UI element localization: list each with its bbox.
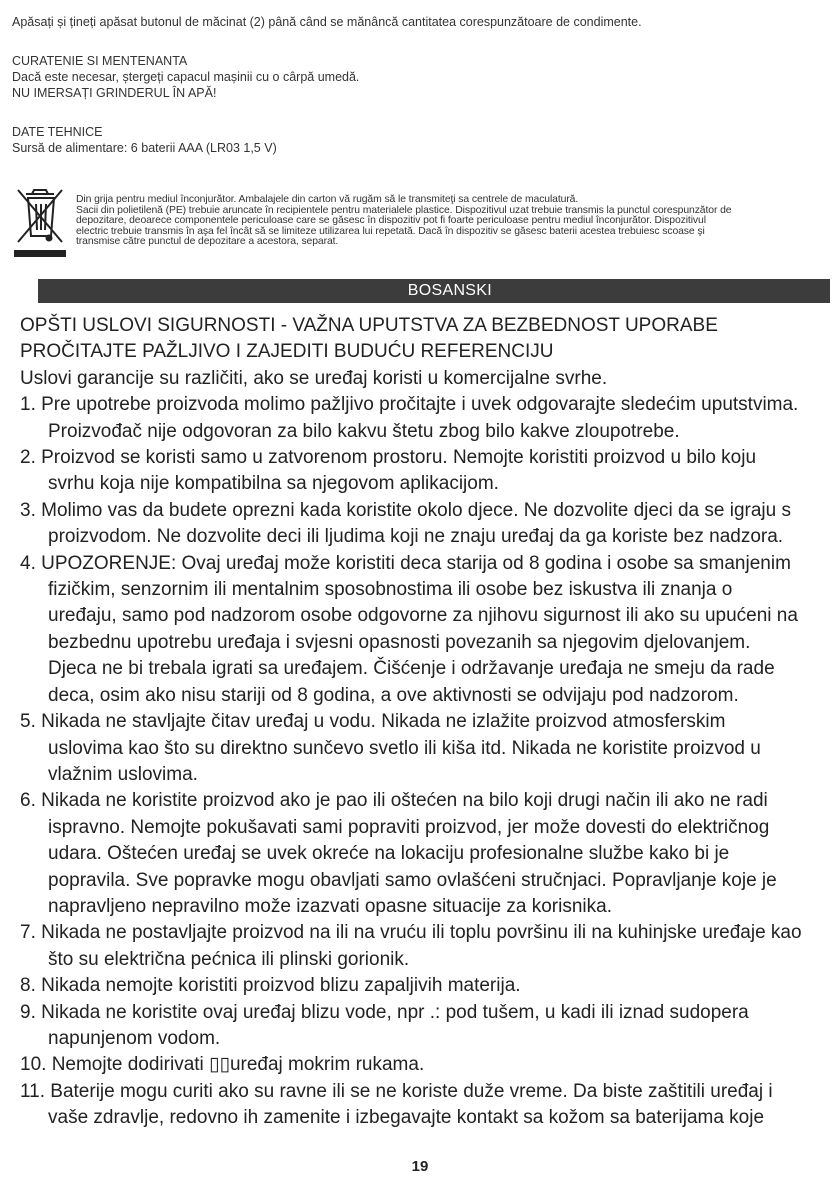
bosnian-safety-content: [20, 313, 835, 1132]
weee-line: depozitare, deoarece componentele periculoase care se găsesc în dispozitiv pot fi foarte periculoase pentru mediul înconjurător. Dispozitivul: [76, 215, 706, 227]
weee-line: electric trebuie transmis în aşa fel încât să se limiteze utilizarea lui repetată. Dacă în dispozitiv se găsesc baterii acestea trebuiesc scoase şi: [76, 225, 705, 237]
item-line: 2. Proizvod se koristi samo u zatvorenom prostoru. Nemojte koristiti proizvod u bilo koju: [20, 447, 757, 469]
item-line: 4. UPOZORENJE: Ovaj uređaj može koristiti deca starija od 8 godina i osobe sa smanjenim: [20, 552, 791, 574]
weee-disposal-notice: [76, 195, 836, 248]
item-line: Djeca ne bi trebala igrati sa uređajem. Čišćenje i održavanje uređaja ne smeju da rade: [48, 658, 775, 680]
power-supply-line: Sursă de alimentare: 6 baterii AAA (LR03 1,5 V): [12, 141, 277, 155]
item-line: popravila. Sve popravke mogu obavljati samo ovlašćeni stručnjaci. Popravljanje koje je: [48, 869, 777, 891]
language-section-label: BOSANSKI: [407, 282, 492, 299]
item-line: svrhu koja nije kompatibilna sa njegovom aplikacijom.: [48, 473, 499, 495]
safety-item-1: [20, 392, 835, 445]
item-line: vlažnim uslovima.: [48, 763, 198, 785]
cleaning-line: Dacă este necesar, ștergeți capacul mașinii cu o cârpă umedă.: [12, 70, 360, 84]
item-line: 1. Pre upotrebe proizvoda molimo pažljivo pročitajte i uvek odgovarajte sledećim uputstvima.: [20, 394, 799, 416]
weee-line: Din grija pentru mediul înconjurător. Ambalajele din carton vă rugăm să le transmiteţi sa centrele de maculatură.: [76, 194, 579, 205]
weee-line: Sacii din polietilenă (PE) trebuie aruncate în recipientele pentru materialele plastice. Dispozitivul uzat trebuie transmis la punctul corespunzător de: [76, 204, 732, 216]
item-line: napunjenom vodom.: [48, 1027, 221, 1049]
item-line: što su električna pećnica ili plinski gorionik.: [48, 948, 410, 970]
item-line: proizvodom. Ne dozvolite deci ili ljudima koji ne znaju uređaj da ga koriste bez nadzora.: [48, 526, 784, 548]
item-line: deca, osim ako nisu stariji od 8 godina, a ove aktivnosti se odvijaju pod nadzorom.: [48, 684, 739, 706]
item-line: ispravno. Nemojte pokušavati sami popraviti proizvod, jer može dovesti do električnog: [48, 816, 770, 838]
safety-item-5: [20, 709, 835, 788]
language-section-bar: [38, 279, 830, 303]
safety-item-8: [20, 973, 835, 999]
item-line: 10. Nemojte dodirivati ▯▯uređaj mokrim rukama.: [20, 1054, 425, 1076]
item-line: Proizvođač nije odgovoran za bilo kakvu štetu zbog bilo kakve zloupotrebe.: [48, 420, 680, 442]
item-line: 5. Nikada ne stavljajte čitav uređaj u vodu. Nikada ne izlažite proizvod atmosferskim: [20, 711, 726, 733]
weee-line: transmise către punctul de depozitare a acestora, separat.: [76, 236, 339, 248]
cleaning-warning: NU IMERSAȚI GRINDERUL ÎN APĂ!: [12, 86, 217, 100]
item-line: 3. Molimo vas da budete oprezni kada koristite okolo djece. Ne dozvolite djeci da se igraju s: [20, 499, 791, 521]
item-line: 11. Baterije mogu curiti ako su ravne ili se ne koriste duže vreme. Da biste zaštitili uređaj i: [20, 1080, 773, 1102]
romanian-grind-instruction: Apăsați și țineți apăsat butonul de măcinat (2) până când se mănâncă cantitatea corespunzătoare de condimente.: [12, 15, 642, 29]
cleaning-title: CURATENIE SI MENTENANTA: [12, 54, 188, 68]
item-line: udara. Oštećen uređaj se uvek okreće na lokaciju profesionalne službe kako bi je: [48, 843, 730, 865]
safety-item-11: [20, 1079, 835, 1132]
item-line: vaše zdravlje, redovno ih zamenite i izbegavajte kontakt sa kožom sa baterijama koje: [48, 1107, 765, 1129]
read-carefully-heading: PROČITAJTE PAŽLJIVO I ZAJEDITI BUDUĆU REFERENCIJU: [20, 341, 554, 363]
item-line: 6. Nikada ne koristite proizvod ako je pao ili oštećen na bilo koji drugi način ili ako ne radi: [20, 790, 768, 812]
item-line: 7. Nikada ne postavljajte proizvod na ili na vruću ili toplu površinu ili na kuhinjske uređaje kao: [20, 922, 802, 944]
warranty-intro: Uslovi garancije su različiti, ako se uređaj koristi u komercijalne svrhe.: [20, 367, 608, 389]
item-line: bezbednu upotrebu uređaja i svjesni opasnosti povezanih sa njegovim djelovanjem.: [48, 631, 751, 653]
item-line: uslovima kao što su direktno sunčevo svetlo ili kiša itd. Nikada ne koristite proizvod u: [48, 737, 761, 759]
item-line: napravljeno nepravilno može izazvati opasne situacije za korisnika.: [48, 895, 612, 917]
crossed-out-wheelie-bin-icon: [10, 184, 70, 260]
safety-item-3: [20, 498, 835, 551]
safety-item-2: [20, 445, 835, 498]
item-line: 8. Nikada nemojte koristiti proizvod blizu zapaljivih materija.: [20, 975, 521, 997]
item-line: uređaju, samo pod nadzorom osobe odgovorne za njihovu sigurnost ili ako su upućeni na: [48, 605, 798, 627]
safety-item-7: [20, 920, 835, 973]
safety-heading: OPŠTI USLOVI SIGURNOSTI - VAŽNA UPUTSTVA ZA BEZBEDNOST UPORABE: [20, 315, 718, 336]
safety-item-10: [20, 1052, 835, 1078]
safety-item-6: [20, 788, 835, 920]
item-line: fizičkim, senzornim ili mentalnim sposobnostima ili osobe bez iskustva ili znanja o: [48, 579, 733, 601]
page-number: 19: [411, 1158, 429, 1175]
item-line: 9. Nikada ne koristite ovaj uređaj blizu vode, npr .: pod tušem, u kadi ili iznad sudopera: [20, 1001, 749, 1023]
tech-data-title: DATE TEHNICE: [12, 125, 103, 139]
safety-item-9: [20, 1000, 835, 1053]
safety-item-4: [20, 551, 835, 709]
